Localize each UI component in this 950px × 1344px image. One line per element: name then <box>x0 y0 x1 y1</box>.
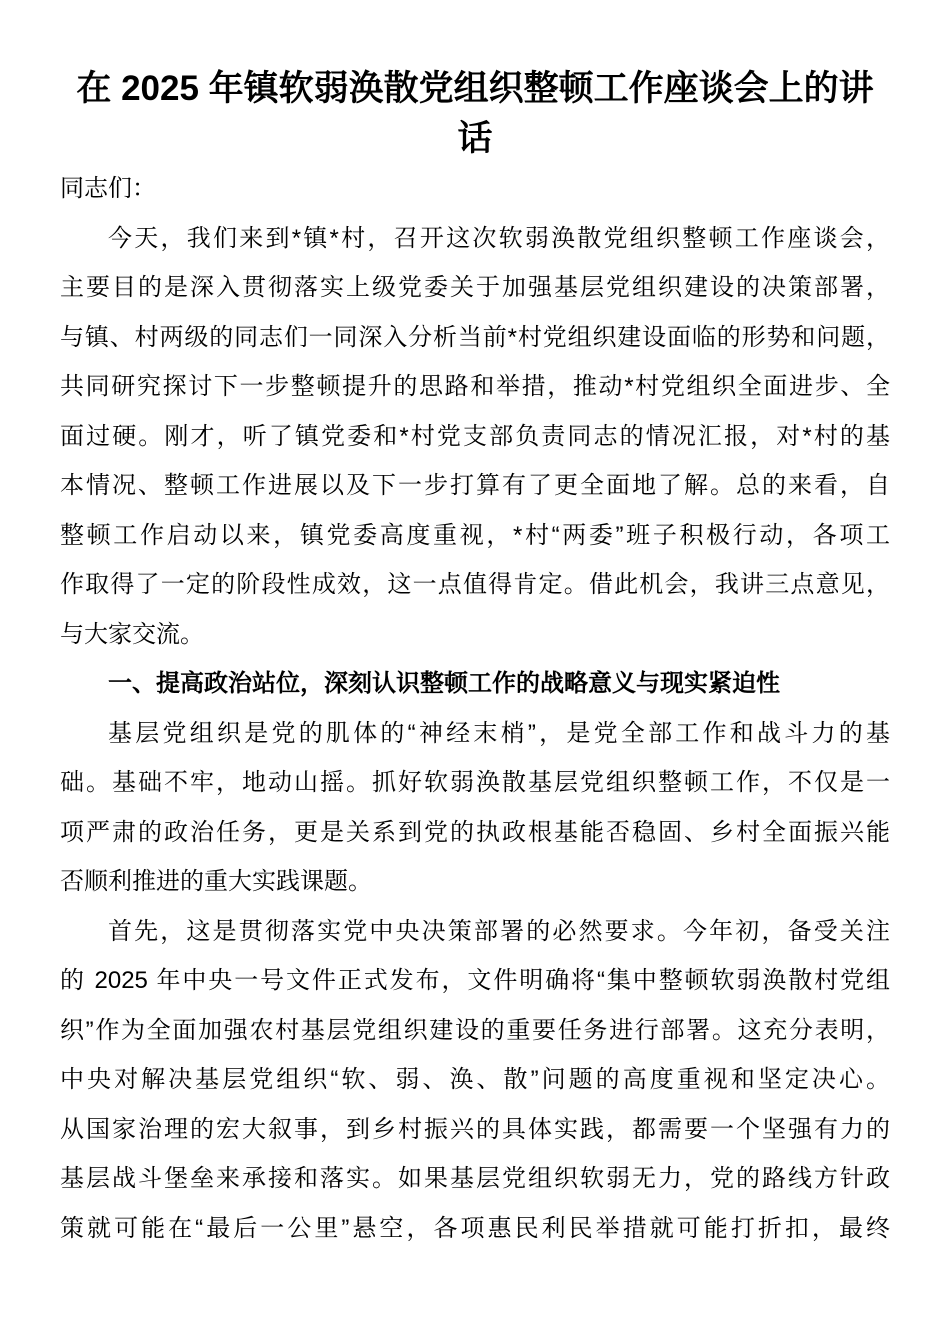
text-line: 与镇、村两级的同志们一同深入分析当前*村党组织建设面临的形势和问题， <box>60 323 890 351</box>
document-body <box>60 164 890 1253</box>
text-line: 本情况、整顿工作进展以及下一步打算有了更全面地了解。总的来看，自 <box>60 472 890 499</box>
text-line: 策就可能在“最后一公里”悬空，各项惠民利民举措就可能打折扣，最终 <box>60 1214 890 1242</box>
text-line: 项严肃的政治任务，更是关系到党的执政根基能否稳固、乡村全面振兴能 <box>60 818 890 846</box>
text-line: 的 2025 年中央一号文件正式发布，文件明确将“集中整顿软弱涣散村党组 <box>60 967 890 994</box>
text-line: 础。基础不牢，地动山摇。抓好软弱涣散基层党组织整顿工作，不仅是一 <box>60 769 890 796</box>
text-line: 今天，我们来到*镇*村，召开这次软弱涣散党组织整顿工作座谈会， <box>108 224 890 252</box>
text-line: 首先，这是贯彻落实党中央决策部署的必然要求。今年初，备受关注 <box>108 917 890 945</box>
text-line: 基层战斗堡垒来承接和落实。如果基层党组织软弱无力，党的路线方针政 <box>60 1165 890 1192</box>
text-line: 同志们： <box>60 175 156 202</box>
document-title-line: 话 <box>457 119 493 158</box>
text-line: 与大家交流。 <box>60 620 204 648</box>
document-title-line: 在 2025 年镇软弱涣散党组织整顿工作座谈会上的讲 <box>76 69 874 108</box>
text-line: 否顺利推进的重大实践课题。 <box>60 868 372 895</box>
section-heading: 一、提高政治站位，深刻认识整顿工作的战略意义与现实紧迫性 <box>108 670 780 697</box>
document-title <box>0 0 950 164</box>
text-line: 主要目的是深入贯彻落实上级党委关于加强基层党组织建设的决策部署， <box>60 274 890 301</box>
text-line: 整顿工作启动以来，镇党委高度重视，*村“两委”班子积极行动，各项工 <box>60 521 890 549</box>
text-line: 共同研究探讨下一步整顿提升的思路和举措，推动*村党组织全面进步、全 <box>60 373 890 400</box>
text-line: 从国家治理的宏大叙事，到乡村振兴的具体实践，都需要一个坚强有力的 <box>60 1115 890 1143</box>
text-line: 中央对解决基层党组织“软、弱、涣、散”问题的高度重视和坚定决心。 <box>60 1066 890 1093</box>
text-line: 面过硬。刚才，听了镇党委和*村党支部负责同志的情况汇报，对*村的基 <box>60 422 890 450</box>
text-line: 作取得了一定的阶段性成效，这一点值得肯定。借此机会，我讲三点意见， <box>60 571 890 598</box>
text-line: 基层党组织是党的肌体的“神经末梢”，是党全部工作和战斗力的基 <box>108 719 890 747</box>
text-line: 织”作为全面加强农村基层党组织建设的重要任务进行部署。这充分表明， <box>60 1016 890 1044</box>
